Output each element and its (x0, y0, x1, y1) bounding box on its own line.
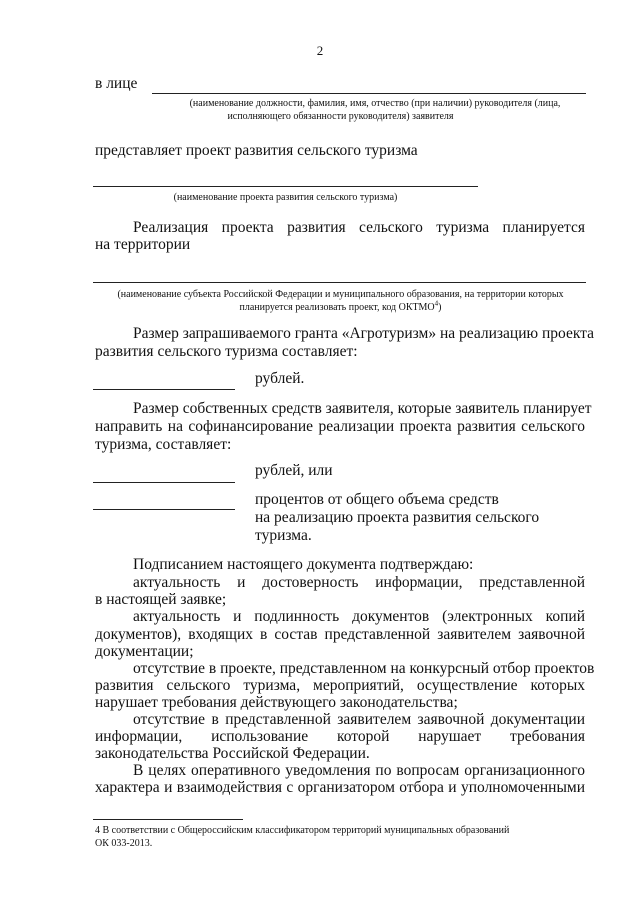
confirm-2-line-1: актуальность и подлинность документов (электронных копий (133, 608, 585, 625)
own-funds-line-1: Размер собственных средств заявителя, которые заявитель планирует (133, 400, 592, 417)
footnote-line-2: ОК 033-2013. (95, 838, 153, 849)
grant-amount-underline[interactable] (93, 389, 235, 390)
own-funds-percent-line-1: процентов от общего объема средств (255, 491, 499, 508)
head-name-caption-1: (наименование должности, фамилия, имя, отчество (при наличии) руководителя (лица, (189, 98, 561, 109)
project-name-caption: (наименование проекта развития сельского туризма) (173, 192, 398, 203)
territory-caption-1: (наименование субъекта Российской Федерации и муниципального образования, на территории которых (117, 289, 564, 300)
confirm-2-line-3: документации; (95, 643, 194, 660)
project-name-underline[interactable] (93, 186, 478, 187)
confirm-1-line-1: актуальность и достоверность информации, представленной (133, 574, 585, 591)
grant-unit-rubles: рублей. (255, 370, 305, 387)
head-name-caption-2: исполняющего обязанности руководителя) заявителя (227, 111, 454, 122)
confirm-3-line-3: нарушает требования действующего законодательства; (95, 694, 458, 711)
territory-caption-text: планируется реализовать проект, код ОКТМО (239, 302, 435, 313)
own-funds-rubles-underline[interactable] (93, 482, 235, 483)
footnote-line-1: 4 В соответствии с Общероссийским классификатором территорий муниципальных образований (95, 825, 510, 836)
footnote-ref-4[interactable]: 4 (434, 299, 439, 308)
own-funds-percent-line-3: туризма. (255, 527, 312, 544)
own-funds-percent-underline[interactable] (93, 509, 235, 510)
in-person-label: в лице (95, 75, 138, 92)
page-number: 2 (316, 43, 324, 58)
territory-underline[interactable] (93, 282, 586, 283)
confirm-1-line-2: в настоящей заявке; (95, 591, 227, 608)
grant-size-line-1: Размер запрашиваемого гранта «Агротуризм» на реализацию проекта (133, 325, 594, 342)
territory-line-1: Реализация проекта развития сельского туризма планируется (133, 219, 585, 236)
own-funds-line-2: направить на софинансирование реализации проекта развития сельского (95, 418, 585, 435)
territory-caption-2 (95, 299, 586, 315)
footnote-separator (93, 819, 243, 820)
territory-caption-close: ) (438, 302, 442, 313)
confirm-2-line-2: документов), входящих в состав представленной заявителем заявочной (95, 626, 585, 643)
confirm-3-line-2: развития сельского туризма, мероприятий, осуществление которых (95, 677, 585, 694)
confirm-intro: Подписанием настоящего документа подтверждаю: (133, 556, 474, 573)
grant-size-line-2: развития сельского туризма составляет: (95, 343, 358, 360)
notification-line-2: характера и взаимодействия с организатором отбора и уполномоченными (95, 779, 585, 796)
notification-line-1: В целях оперативного уведомления по вопросам организационного (133, 762, 585, 779)
own-funds-line-3: туризма, составляет: (95, 436, 232, 453)
confirm-4-line-3: законодательства Российской Федерации. (95, 745, 370, 762)
own-funds-rubles-or: рублей, или (255, 462, 333, 479)
project-presents-text: представляет проект развития сельского туризма (95, 142, 418, 159)
territory-line-2: на территории (95, 236, 191, 253)
confirm-3-line-1: отсутствие в проекте, представленном на конкурсный отбор проектов (133, 660, 595, 677)
head-name-underline[interactable] (152, 93, 586, 94)
confirm-4-line-2: информации, использование которой нарушает требования (95, 728, 585, 745)
confirm-4-line-1: отсутствие в представленной заявителем заявочной документации (133, 711, 585, 728)
own-funds-percent-line-2: на реализацию проекта развития сельского (255, 509, 540, 526)
